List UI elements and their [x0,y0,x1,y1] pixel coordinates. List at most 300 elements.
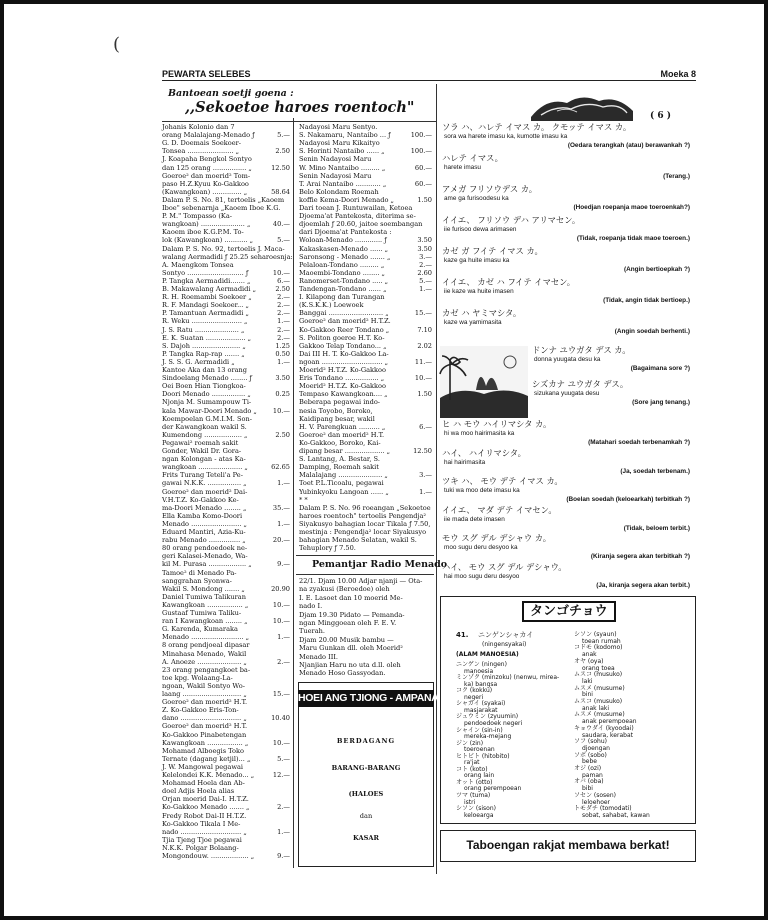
donation-line: Tehuplory ƒ 7.50. [299,544,356,553]
scan-border-left [0,0,4,920]
donation-line: Frits Turang Teteli'a Pe- [162,471,243,480]
donation-line: Moerid² H.T.Z. Ko-Gakkoo [299,366,386,374]
donation-line: geri Kalasei-Menado, Wa- [162,552,248,561]
donation-amount: 3.50 [417,244,432,253]
donation-line: Ternate (dagang ketjil)... „ [162,754,251,763]
donation-amount: 5.— [277,131,290,140]
donation-amount: 10.— [272,617,290,626]
donation-line: Damping, Roemah sakit [299,463,379,472]
donation-line: djoemlah ƒ 20.60, jaitoe soembangan [299,220,423,229]
radio-line: na zyakusi (Beroedoe) oleh [299,585,390,594]
radio-line: nado I. [299,602,323,611]
vocabulary-word: ムスメ (musume) [574,684,625,692]
advertisement-title: HOEI ANG TJIONG - AMPANA [298,690,434,707]
radio-title: Pemantjar Radio Menado [312,559,448,570]
donation-line: 23 orang pengangkoet ba- [162,665,251,674]
donation-line: Pelaloan-Tondano ......... „ [299,260,385,269]
donation-line: Woloan-Menado ............. ƒ [299,236,387,245]
radio-line: ngan Minggoean oleh F. E. V. [299,619,397,627]
donation-line: Fredy Robot Dai-II H.T.Z. [162,811,247,820]
lesson-phrases-continued [440,420,694,590]
phrase-translation: (Terang.) [663,173,690,180]
donation-line: J. W. Mangowal pegawai [162,762,243,771]
title-rule [162,121,436,122]
donation-line: Senin Nadayosi Maru [299,171,372,180]
phrase-japanese: カゼ ハ ヤミマシタ。 [442,308,522,318]
vocabulary-word: コク (kokku) [456,687,493,695]
vocabulary-topic-romaji: (ningensyakai) [482,641,527,648]
donation-amount: 40.— [272,220,290,229]
donation-line: Goeroe² dan moerid² H.T.Z. [299,317,391,326]
donation-line: Tamoe² di Menado Pa- [162,568,237,577]
phrase-romaji: iie mada dete imasen [444,515,505,523]
donation-amount: 15.— [414,309,432,318]
phrase-japanese: ヒ ハ モウ ハイリマシタ カ。 [442,419,552,429]
donation-line: 80 orang pendoedoek ne- [162,544,248,553]
phrase-japanese: カゼ ガ フイテ イマス カ。 [442,246,543,256]
donation-line: Ko-Gakkoo Reer Tondano „ [299,325,390,334]
donation-line: Menado ......................... „ [162,633,250,642]
donation-amount: 60.— [414,163,432,172]
donation-line: ngoan ............................. „ [299,357,389,366]
donation-amount: 5.— [277,236,290,245]
phrase-translation: (Tidak, roepanja tidak maoe toeroen.) [576,235,690,242]
donation-line: Yubinkyoku Langoan ...... „ [299,487,389,496]
donation-line: sanggrahan Syonwa- [162,576,232,585]
donation-line: Goeroe² dan moerid² Dai- [162,487,248,496]
donation-line: Mongondouw. .................. „ [162,852,255,860]
donation-amount: 2.02 [417,341,432,350]
radio-line: I. E. Lasoet dan 10 moerid Me- [299,593,403,602]
donation-line: mestinja : Pengendja² locar Siyakusyo [299,528,427,536]
donation-amount: 20.— [272,536,290,545]
donation-amount: 3.50 [417,236,432,245]
donation-line: J. S. Ratu ..................... „ [162,325,245,334]
donation-line: Toet P.L.Ticoalu, pegawai [299,479,384,488]
phrase-translation: (Kiranja segera akan terbitkah ?) [590,553,690,560]
donation-line: Mohamad Hoela dan Ab- [162,779,245,788]
vocabulary-word: paman [582,771,603,779]
phrase-romaji: kaze wa yamimasita [444,319,502,326]
phrase-translation: (Sore jang tenang.) [632,399,690,406]
donation-line: Goeroe² dan moerid² H.T. [299,430,385,439]
vocabulary-list-right [574,632,692,822]
vocabulary-word: ニンゲン (ningen) [456,661,507,668]
donation-line: Kelelondei K.K. Menado... „ [162,771,255,779]
donation-line: J. S. S. G. Aermadidi „ [162,357,235,366]
donation-line: Saronsong - Menado ....... „ [299,252,391,261]
donation-amount: 2.— [277,657,290,666]
vocabulary-word: orang perempoean [464,785,522,793]
donation-line: W. Mino Nantaibo ......... „ [299,163,386,172]
donation-amount: 1.— [419,285,432,293]
radio-schedule [299,578,434,688]
donation-amount: 0.50 [275,349,290,358]
vocabulary-word: シソン (sison) [456,805,496,813]
vocabulary-word: オット (otto) [456,778,493,786]
vocabulary-word: mereka-mejang [464,733,512,741]
donation-line: A. Maengkom Tonsea [162,260,234,269]
donation-line: Nadayosi Maru Sentyo. [299,123,378,131]
donation-amount: 1.— [419,487,432,496]
phrase-romaji: kaze ga huite imasu ka [444,257,510,264]
phrase-japanese: イイエ、 フリソウ デハ アリマセン。 [442,215,581,225]
donation-line: Nadayosi Maru Kikaityo [299,139,380,148]
vocabulary-word: コドモ (kodomo) [574,644,623,652]
donation-amount: 10.— [272,600,290,609]
donation-amount: 1.50 [417,195,432,204]
donation-line: Gakkoo Telap Tondano... „ [299,341,387,350]
donation-line: Menado ........................ „ [162,519,247,528]
donation-line: walang Aermadidi ƒ 25.25 seharoesnja: [162,252,293,261]
donation-amount: 0.25 [275,390,290,399]
scan-border-top [0,0,768,4]
donation-line: Goeroe² dan moerid² H.T. [162,722,248,731]
phrase-romaji: iie furisoo dewa arimasen [444,226,517,233]
phrase-romaji: donna yuugata desu ka [534,356,601,363]
donation-line: dari Djoema'at Pantekosta : [299,228,392,237]
advertisement-line-3: (HALOES [348,790,384,798]
donation-line: V.H.T.Z. Ko-Gakkoo Ke- [162,495,239,504]
donation-line: der Kawangkoan wakil S. [162,422,247,431]
phrase-japanese: イイエ、 カゼ ハ フイテ イマセン。 [442,277,576,287]
scan-border-bottom [0,916,768,920]
vocabulary-topic-id: (ALAM MANOESIA) [456,651,519,658]
donation-line: 8 orang pendjoeal dipasar [162,641,250,650]
donation-line: nado ............................. „ [162,827,247,836]
donation-line: Tempaso Kawangkoan.... „ [299,390,388,399]
donation-amount: 10.— [272,406,290,415]
donation-amount: 62.65 [271,463,290,472]
donation-amount: 10.— [272,738,290,747]
donation-amount: 2.50 [275,430,290,439]
donation-line: Kaidipang besar, wakil [299,414,375,423]
donation-line: Dalam P. S. No. 81, tertoelis „Kaoem [162,195,285,204]
donation-amount: 1.— [277,479,290,488]
donation-line: P. Tamantuan Aermadidi „ [162,309,249,318]
donation-line: toe kpg. Wolaang-La- [162,673,233,682]
donation-line: S. Dajoh ....................... „ [162,341,246,350]
donation-line: ma-Doori Menado ........ „ [162,503,247,512]
donation-amount: 9.— [277,560,290,569]
vocabulary-word: トモダチ (tomodati) [574,805,632,813]
donation-line: Daniel Tumiwa Talikuran [162,592,246,601]
phrase-translation: (Boelan soedah (keloearkah) terbitkah ?) [566,496,690,503]
donation-amount: 2.50 [275,285,290,293]
donation-line: Ranomerset-Tondano ..... „ [299,276,389,285]
donation-line: Gustaaf Tumiwa Taliku- [162,609,242,617]
phrase-japanese: アメガ フリソウデス カ。 [442,184,538,194]
vocabulary-word: ツマ (tuma) [456,792,491,799]
advertisement-line-5: KASAR [353,834,379,842]
vocabulary-word: ミンゾク (minzoku) (nenwu, mirea- [456,674,560,682]
donation-line: B. Makawalang Aermadidi „ [162,285,256,293]
donation-line: Tjia Tjeng Tjoe pegawai [162,835,242,844]
donation-line: wangkoan) ..................... „ [162,220,251,229]
donation-amount: 1.— [277,357,290,366]
vocabulary-word: オヤ (oya) [574,657,604,665]
phrase-translation: (Matahari soedah terbenamkah ?) [588,439,690,446]
donation-line: Djoema'at Pantekosta, diterima se- [299,212,416,221]
vocabulary-list-left [456,662,566,822]
donation-line: J. Koapaha Bengkol Sontyo [162,155,252,164]
donation-line: * * [299,495,308,504]
lesson-number: ( 6 ) [650,111,672,121]
donation-line: koffie Kema-Doori Menado „ [299,195,394,204]
donation-line: Goeroe² dan moerid² H.T. [162,698,248,707]
page-header [162,67,696,81]
donation-line: Dari toean J. Runtuwailan, Ketoea [299,204,413,212]
donation-line: Eris Tondano ................ „ [299,374,385,383]
vocabulary-topic-jp: ニンゲンシャカイ [478,631,534,639]
vocabulary-word: negeri [464,693,484,701]
donation-line: A. Anoeze ..................... „ [162,657,247,666]
advertisement-line-4: dan [359,812,373,820]
lesson-phrases-picture [530,346,694,418]
advertisement-line-1: BERDAGANG [336,737,396,745]
donation-amount: 1.— [277,633,290,642]
donation-line: S. Lantang, A. Bestar, S. [299,455,380,464]
donation-amount: 2.— [277,301,290,310]
donation-line: Dalam P. S. No. 92, tertoelis J. Maca- [162,244,285,253]
phrase-japanese: ソラ ハ、ハレテ イマス カ。 クモッテ イマス カ。 [442,122,632,132]
phrase-translation: (Ja, soedah terbenam.) [620,467,690,475]
donation-amount: 6.— [419,422,432,431]
phrase-romaji: ame ga furisoodesu ka [444,195,509,202]
donation-amount: 10.— [414,374,432,383]
donation-line: Maoembi-Tondano ........ „ [299,268,385,277]
donation-line: Kawangkoan ................. „ [162,738,249,747]
donation-amount: 2.— [277,803,290,812]
vocabulary-word: ra'jat [464,759,480,767]
donation-amount: 5.— [277,754,290,763]
donation-line: Kaoem iboe K.G.P.M. To- [162,228,244,237]
scan-border-right [764,0,768,920]
lesson-illustration [527,91,637,123]
section-title: ,,Sekoetoe haroes roentoch" [185,99,415,116]
donation-line: Tandengan-Tondano ...... „ [299,285,387,293]
donation-line: R. F. Mandagi Soekoer... „ [162,301,249,310]
donation-amount: 10.— [272,268,290,277]
radio-line: Menado III. [299,652,339,661]
header-rule [162,80,696,81]
donation-line: Orjan moerid Dai-I. H.T.Z. [162,795,249,804]
donation-line: E. K. Suatan ................... „ [162,333,252,342]
radio-line: 22/1. Djam 10.00 Adjar njanji — Ota- [299,577,423,585]
phrase-romaji: sizukana yuugata desu [534,390,600,397]
vocabulary-word: istri [464,798,476,806]
donation-line: Johanis Kolonio dan 7 [162,123,235,131]
donation-line: kil M. Purasa .................. „ [162,560,252,569]
section-subtitle: Bantoean soetji goena : [168,88,294,99]
donation-line: G. D. Doemais Soekoer- [162,139,242,148]
vocabulary-word: ソフ (sohu) [574,738,607,746]
donation-amount: 3.— [419,471,432,480]
vocabulary-word: ジン (zin) [456,739,484,747]
donation-line: laang ............................ „ [162,690,247,698]
donation-line: (Kawangkoan) .............. „ [162,187,248,196]
donation-line: S. Horinti Nantaibo ...... „ [299,147,385,156]
donation-line: Minahasa Menado, Wakil [162,649,247,658]
vocabulary-word: orang toea [582,664,615,672]
vocabulary-word: コト (koto) [456,765,488,773]
donation-amount: 2.— [277,309,290,318]
donation-line: Njonja M. Sumampouw Ti- [162,398,252,407]
vocabulary-word: keloearga [464,811,494,819]
donation-line: Eduard Mantiri, Azia-Ku- [162,528,246,536]
phrase-japanese: ハレテ イマス。 [442,153,503,163]
donation-line: I. Kilapong dan Turangan [299,293,385,302]
phrase-translation: (Angin soedah berhenti.) [614,328,690,335]
donation-line: bahagian Menado Selatan, wakil S. [299,536,417,545]
donation-amount: 2.60 [417,268,432,277]
donation-line: ngoan, Wakil Sontyo Wo- [162,681,245,690]
vocabulary-word: manoesia [464,667,494,675]
vocabulary-word: ジュウミン (zyuumin) [456,713,519,721]
vocabulary-lesson-no: 41. [456,631,469,639]
phrase-romaji: hi wa moo hairimasita ka [444,430,515,437]
vocabulary-word: ka) bangsa [464,680,498,688]
radio-rule-bottom [296,574,434,575]
donation-amount: 20.90 [271,584,290,593]
donation-amount: 2.— [277,293,290,302]
vocabulary-word: sobat, sahabat, kawan [582,811,650,819]
page-mark: ( [113,34,121,55]
vocabulary-word: シャカイ (syakai) [456,700,506,708]
page-number: Moeka 8 [660,69,696,79]
phrase-japanese: ハイ、 ハイリマシタ。 [442,447,526,458]
donation-line: dano ............................. „ [162,714,247,723]
donation-line: Wakil S. Mondong ....... „ [162,584,245,593]
phrase-translation: (Oedara terangkah (atau) berawankah ?) [567,142,690,149]
phrase-romaji: harete imasu [444,164,481,171]
donation-line: Oei Boen Hian Tiongkoa- [162,382,246,391]
donation-line: doel Adjis Hoela alias [162,787,235,796]
phrase-translation: (Angin bertioepkah ?) [623,266,690,273]
donation-line: Ko-Gakkoo Pinabetengan [162,730,247,739]
donation-line: Moerid² H.T.Z. Ko-Gakkoo [299,382,386,391]
donation-amount: 1.— [277,827,290,836]
radio-line: Njanjian Haru no uta d.ll. oleh [299,661,401,669]
donation-line: T. Arai Nantaibo ............ „ [299,179,387,188]
donation-line: orang Malalajang-Menado ƒ [162,131,255,140]
donation-line: gawai N.K.K. ................ „ [162,479,247,488]
donation-amount: 100.— [410,147,432,156]
phrase-japanese: シズカナ ユウガタ デス。 [532,379,629,389]
donation-line: S. Politon goeroe H.T. Ko- [299,333,385,342]
donation-line: N.K.K. Polgar Bolaang- [162,843,239,852]
lesson-phrases [440,123,694,343]
donation-line: Sindoelang Menado ........ ƒ [162,374,252,383]
column-divider-2 [436,84,437,874]
phrase-japanese: ハイ、 モウ スグ デル デシャウ。 [442,561,567,572]
donation-line: dipang besar ................... „ [299,447,391,455]
donation-amount: 11.— [414,357,432,366]
vocabulary-word: オジ (ozi) [574,765,602,772]
phrase-japanese: モウ スグ デル デシャウ カ。 [442,533,552,543]
donation-amount: 12.50 [413,447,432,455]
donation-line: Ko-Gakkoo Menado ....... „ [162,803,250,812]
vocabulary-word: シャイン (sin-in) [456,726,503,734]
radio-line: Maru Gunkan dll. oleh Moerid² [299,644,403,653]
vocabulary-word: ヒトビト (hitobito) [456,752,510,760]
donation-line: Kakaskasen-Menado ...... „ [299,244,389,253]
donation-amount: 5.— [419,276,432,285]
newspaper-name: PEWARTA SELEBES [162,69,251,79]
donation-line: dan 125 orang ................ „ [162,163,252,172]
donation-line: Z. Ko-Gakkoo Eris-Ton- [162,706,239,715]
donation-line: Beberapa pegawai indo- [299,398,381,407]
vocabulary-word: toean rumah [582,637,621,645]
vocabulary-word: bibi [582,785,593,793]
phrase-translation: (Ja, kiranja segera akan terbit.) [596,581,690,589]
evening-landscape-illustration [440,346,528,418]
donation-line: S. Nakamaru, Nantaibo ... ƒ [299,131,391,140]
donation-line: haroes roentoch" tertoelis Pengendja² [299,511,427,520]
donation-line: Belo Kolondam Roemah [299,187,379,196]
vocabulary-word: pendoedoek negeri [464,719,523,727]
donation-line: R. Weku ........................ „ [162,317,248,326]
donation-line: Mohamad Alboegis Toko [162,746,244,755]
vocabulary-word: leloehoer [582,798,611,806]
donation-amount: 58.64 [271,187,290,196]
donation-line: Malalajang ..................... „ [299,471,388,480]
donation-line: Tonsea ...................... „ [162,147,240,156]
donation-line: H. V. Parengkuan .......... „ [299,422,386,431]
donation-line: Koempoelan G.M.I.M. Son- [162,414,252,423]
phrase-japanese: ツキ ハ、 モウ デテ イマス カ。 [442,476,563,486]
donation-line: Gonder, Wakil Dr. Gora- [162,447,242,455]
donation-amount: 2.— [419,260,432,269]
vocabulary-word: シソン (syaun) [574,631,617,638]
donation-list-left [162,124,292,864]
donation-line: Senin Nadayosi Maru [299,155,372,164]
vocabulary-word: orang lain [464,772,495,780]
donation-line: Kawangkoan ................. „ [162,600,249,609]
donation-amount: 6.— [277,276,290,285]
donation-amount: 3.50 [275,374,290,383]
phrase-romaji: sora wa harete imasu ka, kumotte imasu ka [444,133,568,140]
vocabulary-word: キョウダイ (kyoodai) [574,724,634,732]
vocabulary-word: bini [582,691,593,699]
donation-line: Pegawai² roemah sakit [162,438,239,447]
vocabulary-word: djoengan [582,744,610,752]
donation-line: Iboe" sebenarnja „Kaoem Iboe K.G. [162,204,281,212]
phrase-translation: (Tidak, angin tidak bertioep.) [603,297,690,304]
phrase-japanese: イイエ、 マダ デテ イマセン。 [442,504,557,515]
donation-line: P. Tangka Rap-rap ....... „ [162,349,245,358]
donation-line: Sontyo ........................... ƒ [162,268,249,277]
advertisement-line-2: BARANG-BARANG [331,764,401,772]
vocabulary-word: laki [582,677,593,685]
vocabulary-word: toeroenan [464,746,495,754]
phrase-translation: (Tidak, beloem terbit.) [623,524,690,532]
vocabulary-word: anak [582,651,597,659]
vocabulary-word: saudara, kerabat [582,731,633,739]
vocabulary-word: anak perempoean [582,718,637,726]
radio-rule-top [296,555,434,556]
donation-amount: 2.50 [275,147,290,156]
donation-line: P. Tangka Aermadidi....... „ [162,276,251,285]
donation-line: Ko-Gakkoo Tikala I Me- [162,819,241,828]
donation-line: lok (Kawangkoan) ........... „ [162,236,254,245]
vocabulary-word: ソボ (sobo) [574,751,607,759]
vocabulary-word: ムスコ (musuko) [574,698,623,705]
slogan: Taboengan rakjat membawa berkat! [466,838,670,852]
donation-amount: 7.10 [417,325,432,334]
donation-amount: 60.— [414,179,432,188]
phrase-romaji: moo sugu deru desyoo ka [444,544,518,551]
